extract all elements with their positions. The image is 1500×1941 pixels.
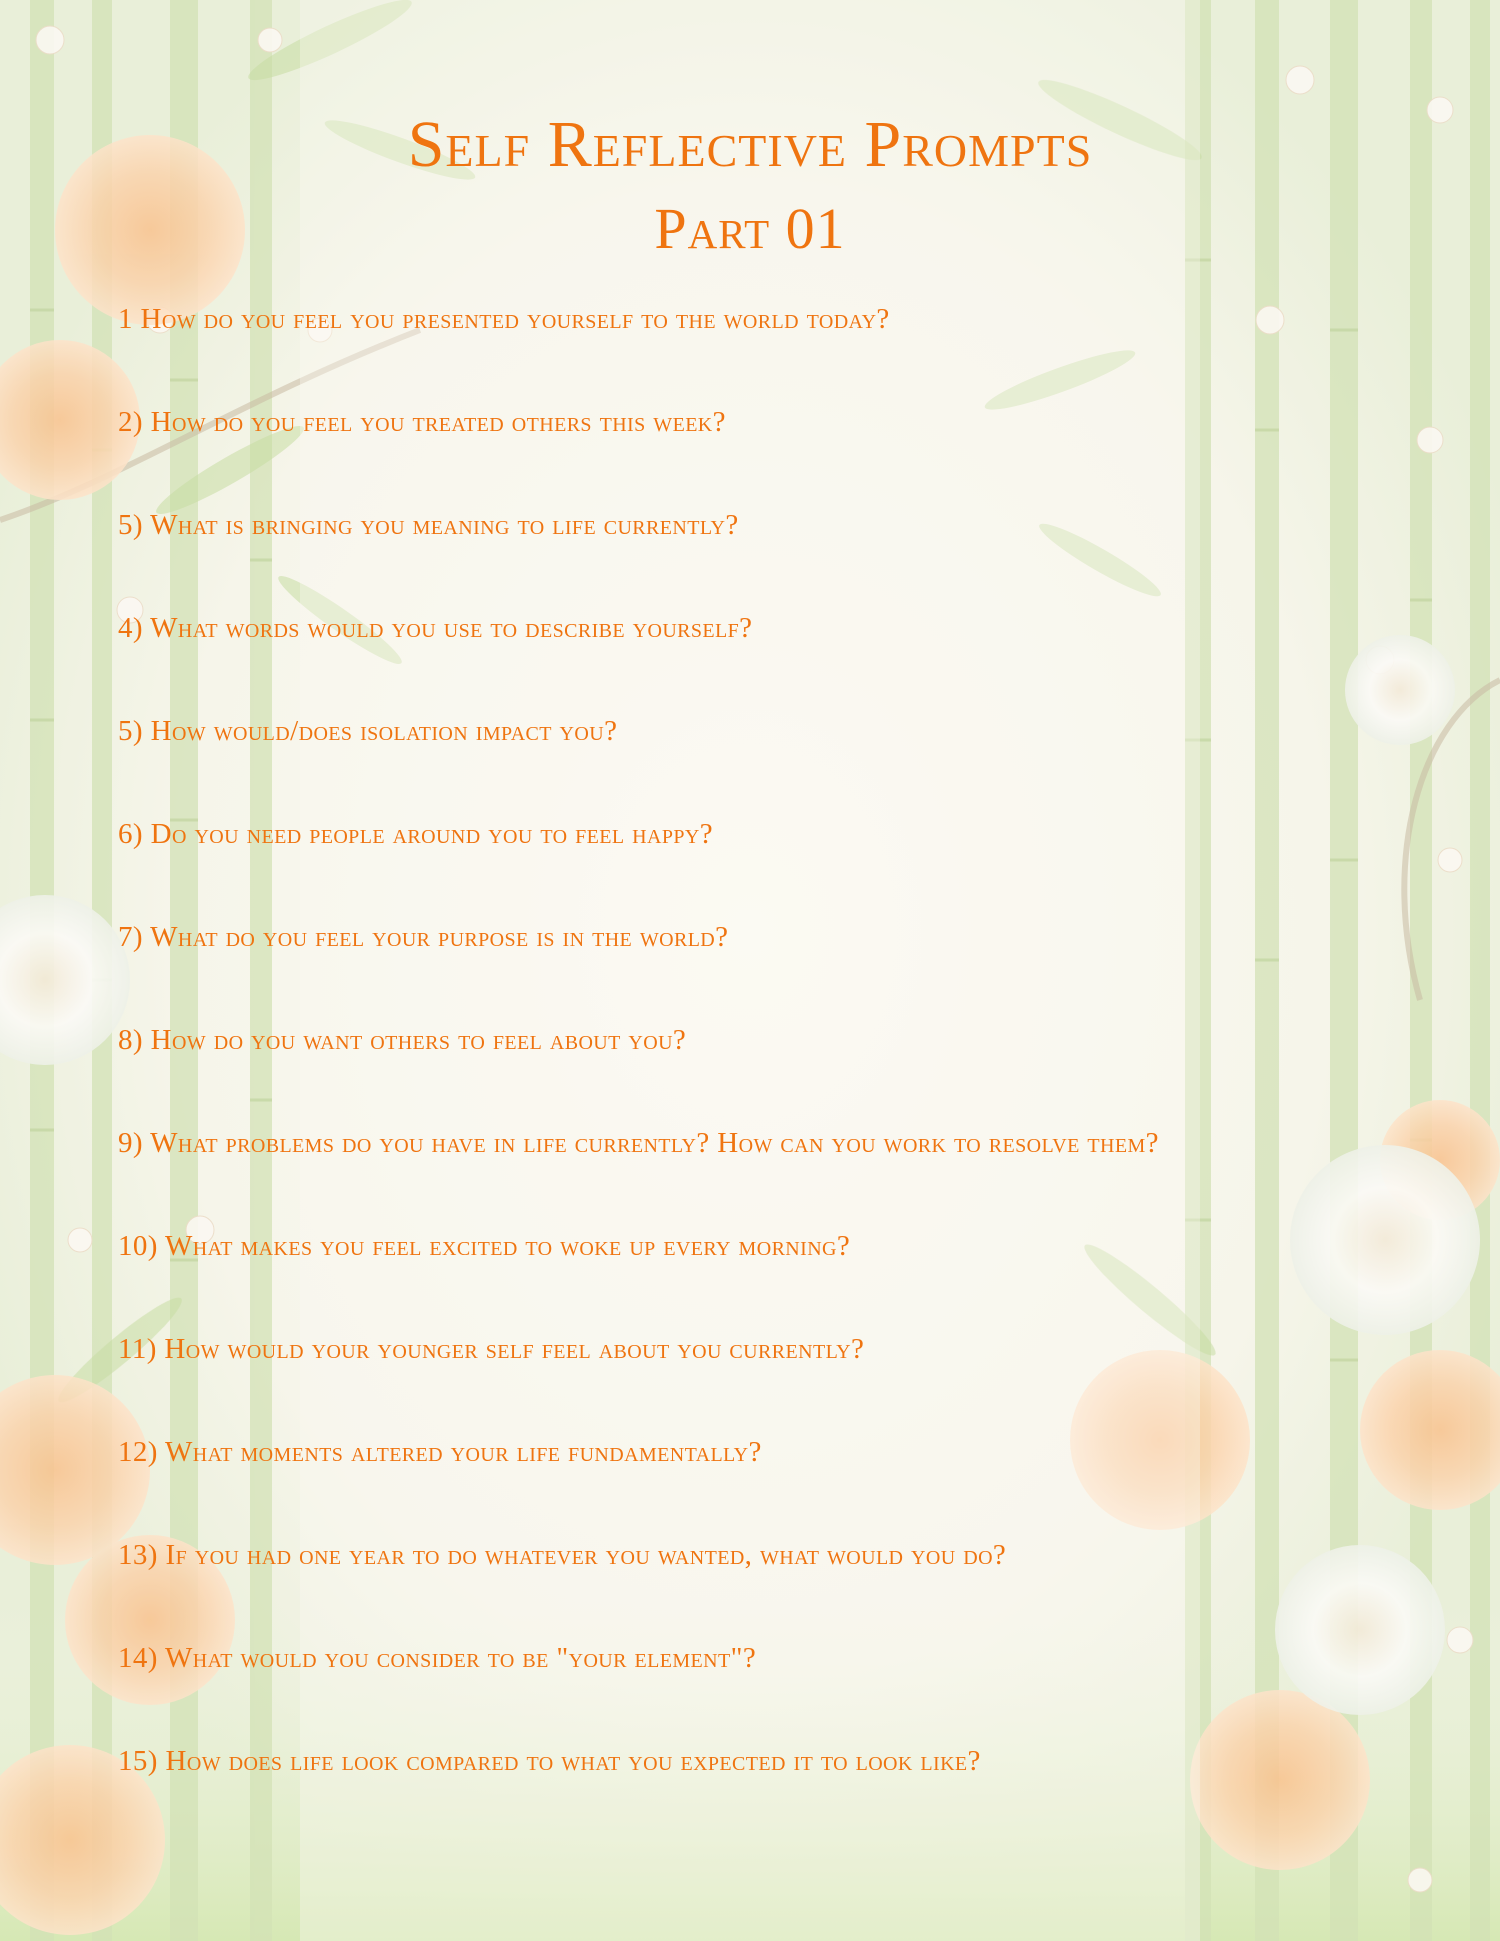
prompt-item: 15) How does life look compared to what you expected it to look like? — [118, 1745, 981, 1777]
page-title: Self Reflective Prompts — [407, 108, 1093, 181]
prompt-item: 11) How would your younger self feel about you currently? — [118, 1333, 865, 1365]
prompt-item: 9) What problems do you have in life currently? How can you work to resolve them? — [118, 1127, 1159, 1159]
prompt-item: 14) What would you consider to be "your element"? — [118, 1642, 757, 1674]
prompt-item: 13) If you had one year to do whatever you wanted, what would you do? — [118, 1539, 1007, 1571]
prompt-item: 6) Do you need people around you to feel happy? — [118, 818, 713, 850]
prompt-item: 10) What makes you feel excited to woke up every morning? — [118, 1230, 851, 1262]
prompt-item: 5) What is bringing you meaning to life currently? — [118, 509, 739, 541]
prompt-item: 5) How would/does isolation impact you? — [118, 715, 618, 747]
prompt-item: 8) How do you want others to feel about you? — [118, 1024, 687, 1056]
prompt-item: 12) What moments altered your life fundamentally? — [118, 1436, 762, 1468]
prompt-item: 4) What words would you use to describe yourself? — [118, 612, 753, 644]
prompt-item: 1 How do you feel you presented yourself to the world today? — [118, 303, 890, 335]
prompt-item: 7) What do you feel your purpose is in the world? — [118, 921, 729, 953]
prompt-item: 2) How do you feel you treated others this week? — [118, 406, 726, 438]
page-subtitle: Part 01 — [654, 196, 846, 261]
